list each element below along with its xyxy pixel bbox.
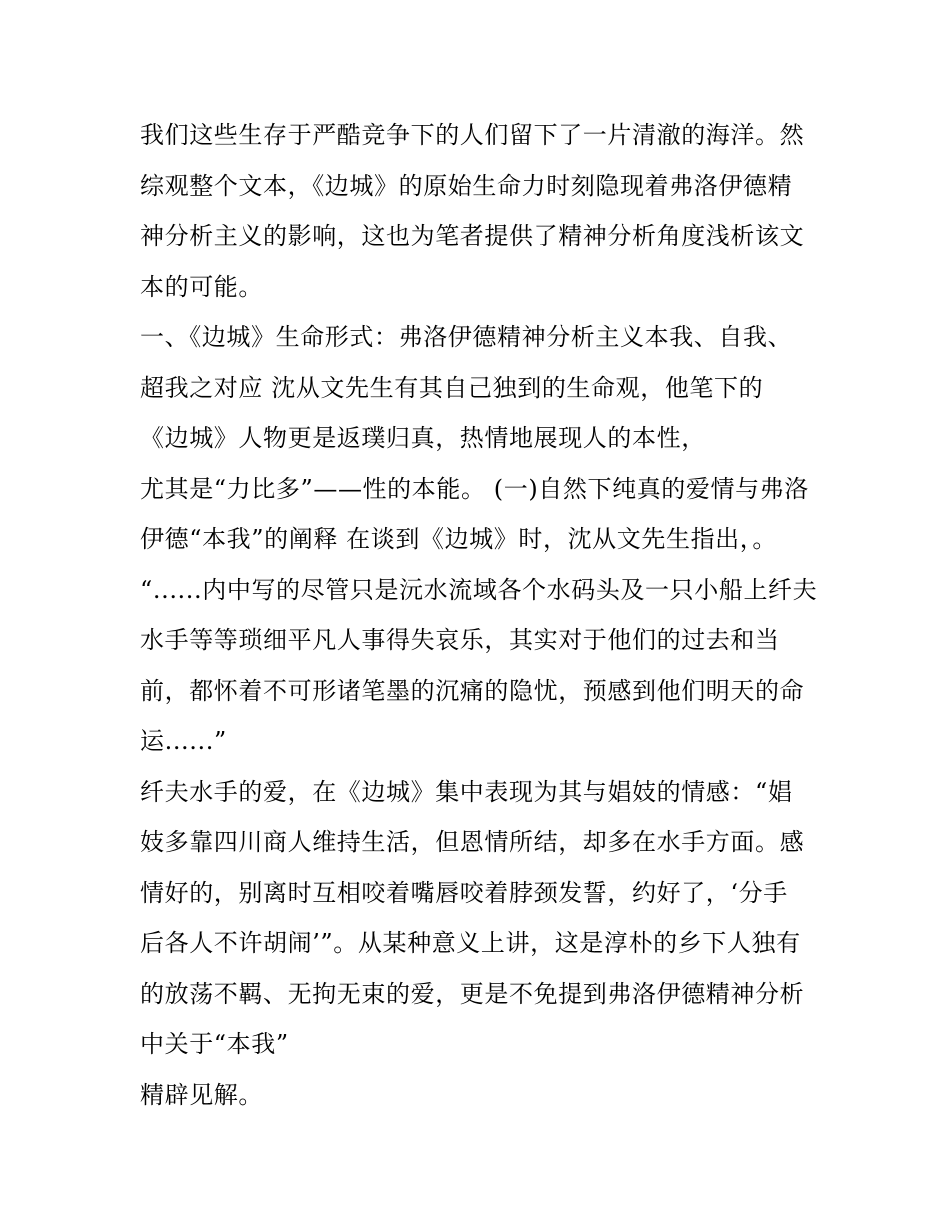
text-line: 伊德“本我”的阐释 在谈到《边城》时，沈从文先生指出，。 [140, 525, 777, 553]
text-line: 神分析主义的影响，这也为笔者提供了精神分析角度浅析该文 [140, 222, 805, 250]
quote-line: 前，都怀着不可形诸笔墨的沉痛的隐忧，预感到他们明天的命 [140, 676, 805, 705]
text-line: 综观整个文本，《边城》的原始生命力时刻隐现着弗洛伊德精 [140, 171, 793, 200]
text-line: 情好的，别离时互相咬着嘴唇咬着脖颈发誓，约好了，‘分手 [140, 878, 788, 907]
text-line: 中关于“本我” [140, 1030, 289, 1058]
text-line: 后各人不许胡闹’”。从某种意义上讲，这是淳朴的乡下人独有 [140, 929, 801, 957]
quote-line: 水手等等琐细平凡人事得失哀乐，其实对于他们的过去和当 [140, 626, 780, 654]
text-line: 尤其是“力比多”——性的本能。 (一)自然下纯真的爱情与弗洛 [140, 474, 809, 503]
text-line: 妓多靠四川商人维持生活，但恩情所结，却多在水手方面。感 [140, 828, 805, 856]
text-line: 精辟见解。 [140, 1080, 263, 1109]
text-line: 本的可能。 [140, 272, 263, 301]
text-line: 我们这些生存于严酷竞争下的人们留下了一片清澈的海洋。然 [140, 121, 805, 149]
text-line: 的放荡不羁、无拘无束的爱，更是不免提到弗洛伊德精神分析 [140, 979, 805, 1008]
text-line: 纤夫水手的爱，在《边城》集中表现为其与娼妓的情感：“娼 [140, 777, 793, 806]
body-text [140, 110, 830, 1120]
text-line: 《边城》人物更是返璞归真，热情地展现人的本性， [140, 424, 706, 452]
quote-line: 运......” [140, 727, 227, 755]
quote-line: “......内中写的尽管只是沅水流域各个水码头及一只小船上纤夫 [140, 575, 818, 604]
section-heading-line: 一、《边城》生命形式：弗洛伊德精神分析主义本我、自我、 [140, 323, 793, 351]
text-line: 超我之对应 沈从文先生有其自己独到的生命观，他笔下的 [140, 373, 764, 402]
